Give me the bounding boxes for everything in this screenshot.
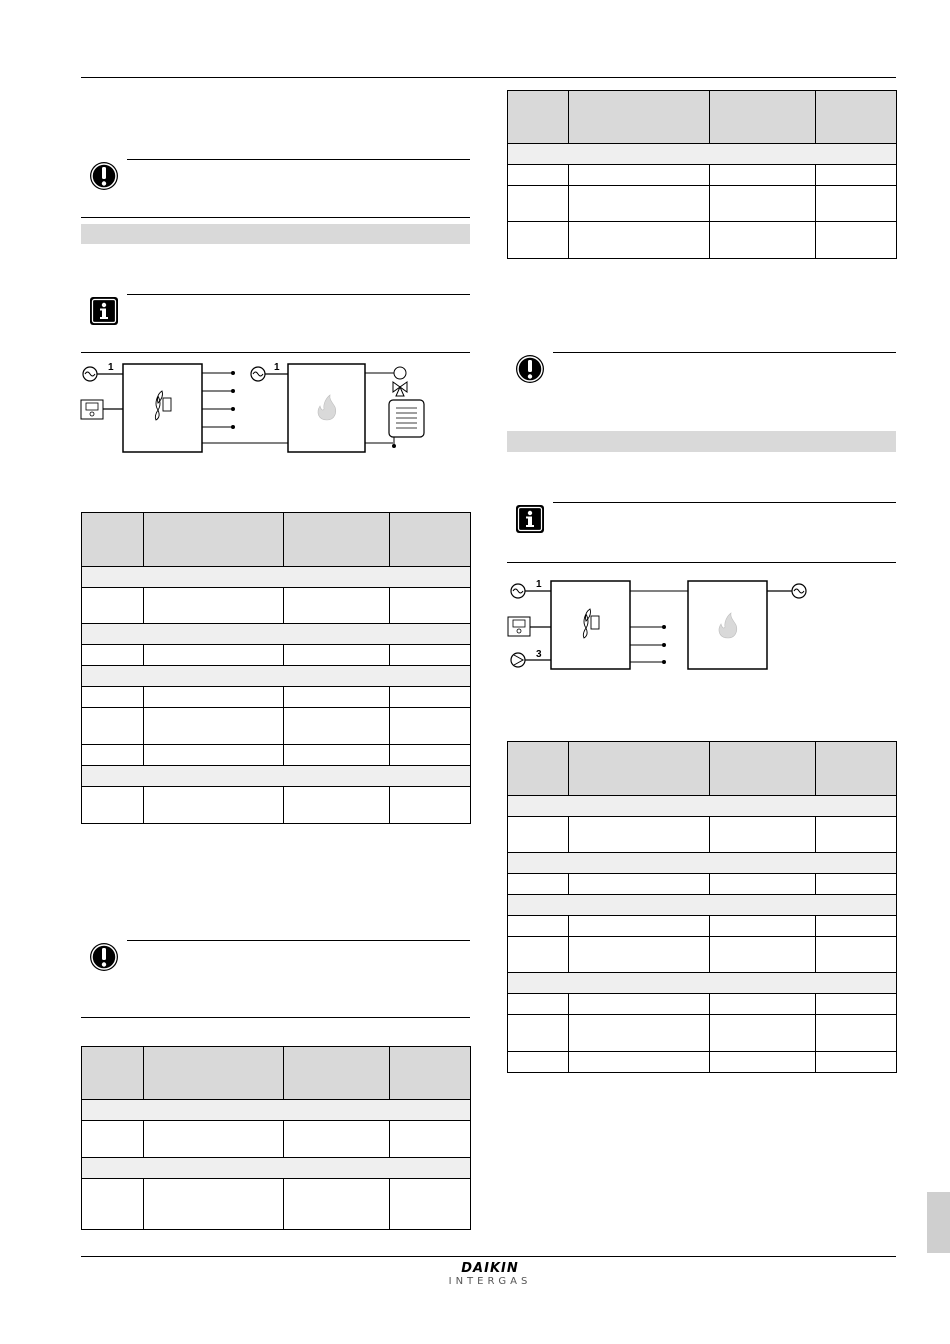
table-group-row [508, 796, 897, 817]
ac-power-icon [251, 367, 265, 381]
table-group-row [82, 1158, 471, 1179]
table-row [508, 1015, 897, 1052]
ac-power-icon [511, 584, 525, 598]
system-diagram-right [504, 574, 824, 674]
table-header-cell [390, 513, 471, 567]
tank-coil-icon [389, 400, 424, 437]
table-row [82, 1179, 471, 1230]
info-notice [507, 502, 896, 563]
exclamation-icon [89, 161, 119, 191]
table-group-row [82, 766, 471, 787]
table-row [82, 708, 471, 745]
daikin-wordmark: DAIKIN [461, 1261, 519, 1276]
table-header-cell [284, 1047, 390, 1100]
warning-notice [81, 159, 470, 219]
user-interface-icon [81, 400, 103, 419]
table-row [508, 222, 897, 259]
table-group-row [508, 895, 897, 916]
chapter-side-tab [927, 1192, 950, 1253]
footer-rule [81, 1256, 896, 1257]
info-notice [81, 294, 470, 354]
info-icon [89, 296, 119, 326]
table-row [82, 645, 471, 666]
heat-pump-unit [123, 364, 202, 452]
section-heading-bar [507, 431, 896, 452]
table-group-row [508, 973, 897, 994]
table-header-cell [710, 91, 816, 144]
settings-table-right-2 [507, 741, 897, 1073]
3-way-valve-icon [393, 367, 407, 396]
table-header-cell [710, 742, 816, 796]
table-row [82, 588, 471, 624]
table-group-row [82, 624, 471, 645]
table-row [508, 1052, 897, 1073]
warning-notice [81, 940, 470, 1018]
info-icon [515, 504, 545, 534]
table-row [508, 916, 897, 937]
table-header-cell [82, 513, 144, 567]
table-row [508, 817, 897, 853]
settings-table-left-1 [81, 512, 471, 824]
table-row [508, 874, 897, 895]
table-group-row [508, 144, 897, 165]
warning-notice [507, 352, 896, 428]
table-row [508, 186, 897, 222]
table-group-row [82, 1100, 471, 1121]
table-header-cell [144, 1047, 284, 1100]
table-header-cell [508, 91, 569, 144]
ac-power-icon [792, 584, 806, 598]
table-group-row [508, 853, 897, 874]
table-row [508, 994, 897, 1015]
section-heading-bar [81, 224, 470, 244]
table-header-cell [816, 91, 897, 144]
user-interface-icon [508, 617, 530, 636]
table-header-cell [390, 1047, 471, 1100]
connection-label-1: 1 [108, 362, 114, 373]
intergas-wordmark: INTERGAS [448, 1276, 532, 1287]
settings-table-right-1 [507, 90, 897, 259]
exclamation-icon [89, 942, 119, 972]
table-row [82, 1121, 471, 1158]
table-group-row [82, 666, 471, 687]
table-header-cell [816, 742, 897, 796]
ac-power-icon [83, 367, 97, 381]
table-row [82, 745, 471, 766]
heat-pump-unit [551, 581, 630, 669]
table-row [508, 937, 897, 973]
pump-icon [511, 653, 525, 667]
exclamation-icon [515, 354, 545, 384]
table-header-cell [569, 91, 710, 144]
table-header-cell [82, 1047, 144, 1100]
connection-label-1b: 1 [274, 362, 280, 373]
table-row [82, 687, 471, 708]
settings-table-left-2 [81, 1046, 471, 1230]
table-header-cell [144, 513, 284, 567]
table-row [508, 165, 897, 186]
table-row [82, 787, 471, 824]
table-header-cell [508, 742, 569, 796]
system-diagram-left [78, 358, 458, 458]
table-header-cell [284, 513, 390, 567]
connection-label-1: 1 [536, 579, 542, 590]
brand-logo [420, 1261, 560, 1287]
table-header-cell [569, 742, 710, 796]
table-group-row [82, 567, 471, 588]
connection-label-3: 3 [536, 649, 542, 660]
header-rule [81, 77, 896, 78]
